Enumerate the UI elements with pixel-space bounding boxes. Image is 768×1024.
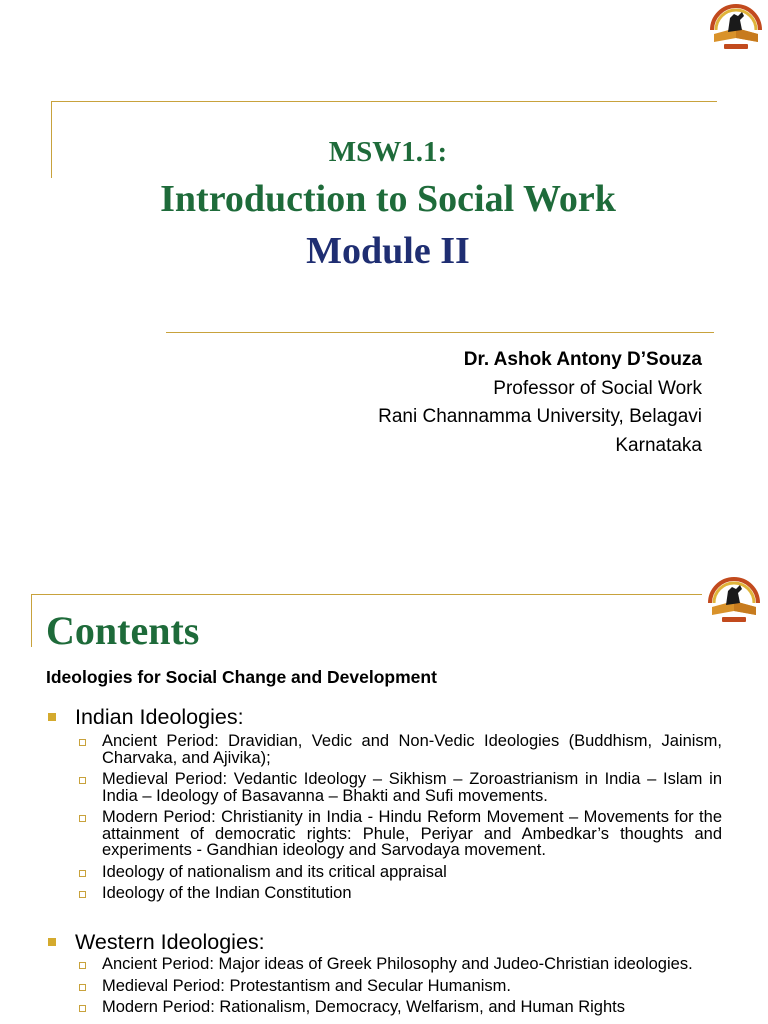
author-institution: Rani Channamma University, Belagavi (378, 406, 702, 427)
list-item: Ideology of nationalism and its critical appraisal (46, 864, 722, 881)
contents-subtitle: Ideologies for Social Change and Development (46, 667, 437, 687)
module-title: Module II (306, 230, 470, 272)
slide1-top-rule (51, 101, 717, 102)
square-bullet-icon (48, 938, 56, 946)
list-item: Ancient Period: Dravidian, Vedic and Non-Vedic Ideologies (Buddhism, Jainism, Charvaka, and Ajivika); (46, 733, 722, 766)
slide2-top-rule (31, 594, 702, 595)
university-logo-icon (702, 573, 766, 625)
list-item: Ancient Period: Major ideas of Greek Philosophy and Judeo-Christian ideologies. (46, 956, 722, 973)
university-logo-icon (704, 0, 768, 52)
list-item: Ideology of the Indian Constitution (46, 885, 722, 902)
hollow-square-bullet-icon (79, 777, 86, 784)
section-western-ideologies (46, 928, 722, 1021)
slide2-side-rule (31, 594, 32, 647)
author-name: Dr. Ashok Antony D’Souza (463, 349, 702, 370)
hollow-square-bullet-icon (79, 984, 86, 991)
hollow-square-bullet-icon (79, 870, 86, 877)
hollow-square-bullet-icon (79, 962, 86, 969)
slide1-divider (166, 332, 714, 333)
item-list (46, 733, 722, 902)
author-role: Professor of Social Work (493, 377, 702, 399)
list-item: Medieval Period: Protestantism and Secular Humanism. (46, 978, 722, 995)
list-item: Modern Period: Rationalism, Democracy, Welfarism, and Human Rights (46, 999, 722, 1016)
list-item: Medieval Period: Vedantic Ideology – Sikhism – Zoroastrianism in India – Islam in India – Ideology of Basavanna – Bhakti and Sufi movements. (46, 771, 722, 804)
course-code: MSW1.1: (328, 136, 448, 168)
section-indian-ideologies (46, 703, 722, 907)
item-list (46, 956, 722, 1016)
square-bullet-icon (48, 713, 56, 721)
hollow-square-bullet-icon (79, 815, 86, 822)
hollow-square-bullet-icon (79, 1005, 86, 1012)
hollow-square-bullet-icon (79, 891, 86, 898)
contents-title: Contents (46, 608, 200, 653)
list-item: Modern Period: Christianity in India - Hindu Reform Movement – Movements for the attainment of democratic rights: Phule, Periyar and Ambedkar’s thoughts and experiments - Gandhian ideology and Sarvodaya movement. (46, 809, 722, 859)
hollow-square-bullet-icon (79, 739, 86, 746)
author-block (378, 346, 702, 460)
section-heading: Western Ideologies: (46, 928, 722, 956)
author-state: Karnataka (615, 434, 702, 456)
course-title: Introduction to Social Work (160, 178, 616, 220)
section-heading: Indian Ideologies: (46, 703, 722, 731)
